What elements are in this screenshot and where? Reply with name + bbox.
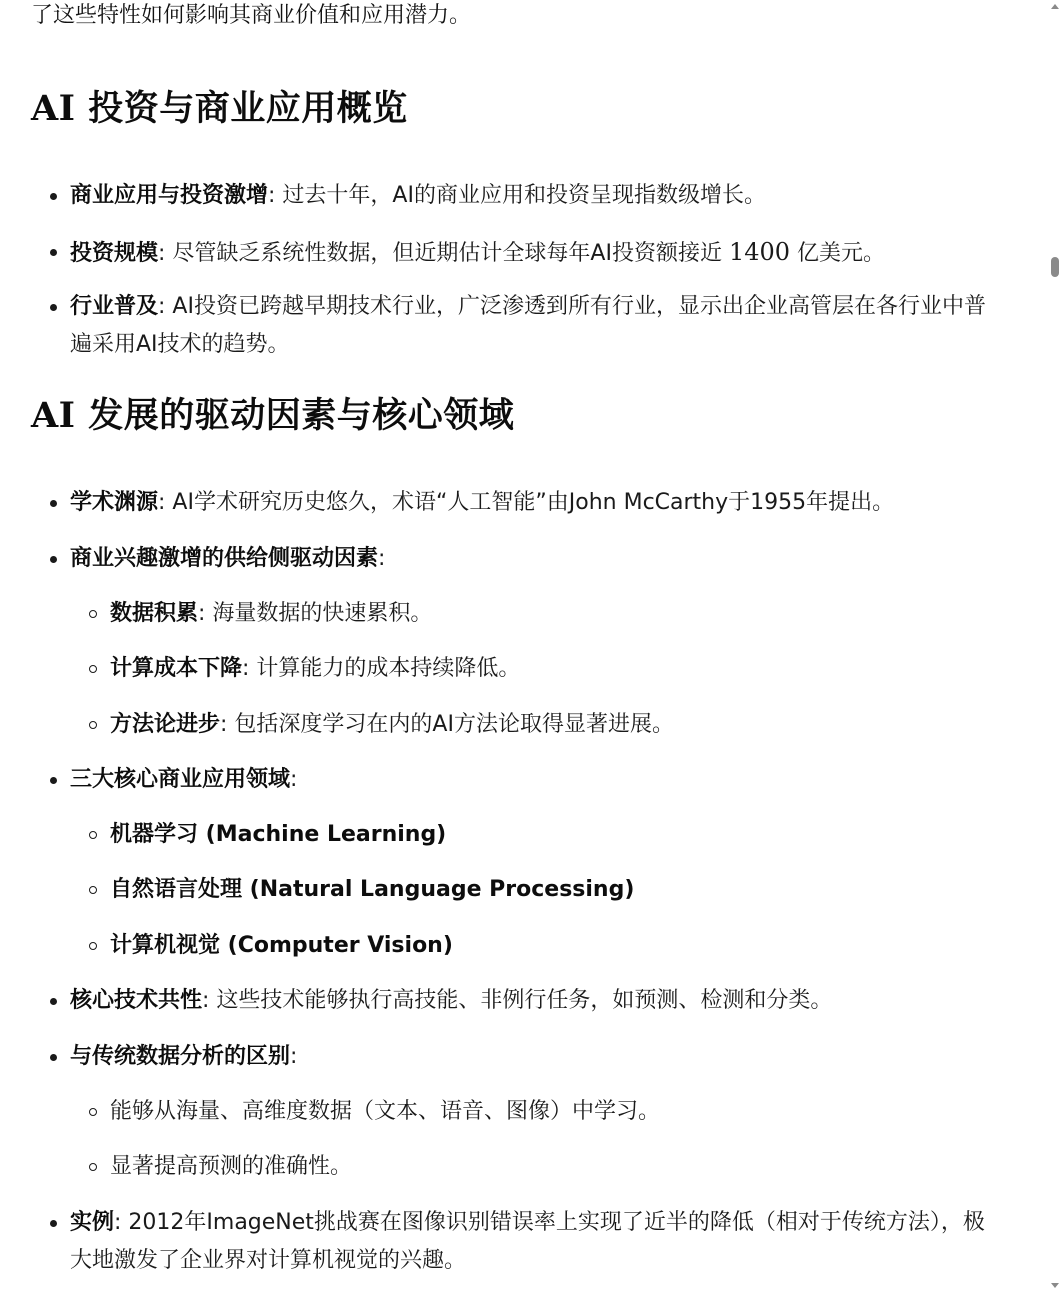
item-text: : 2012年ImageNet挑战赛在图像识别错误率上实现了近半的降低（相对于传统方法），极大地激发了企业界对计算机视觉的兴趣。 bbox=[70, 1210, 985, 1273]
section-heading-ai-drivers: AI 发展的驱动因素与核心领域 bbox=[31, 395, 515, 436]
circle-bullet-icon bbox=[89, 665, 97, 673]
list-item bbox=[70, 1038, 1000, 1076]
item-text: : bbox=[378, 546, 386, 571]
scrollbar-thumb[interactable] bbox=[1051, 257, 1059, 277]
bullet-icon bbox=[50, 500, 57, 507]
item-term: 商业应用与投资激增 bbox=[70, 183, 269, 208]
item-text: : 计算能力的成本持续降低。 bbox=[242, 656, 521, 681]
item-term: 核心技术共性 bbox=[70, 988, 203, 1013]
bullet-icon bbox=[50, 304, 57, 311]
item-text: : 这些技术能够执行高技能、非例行任务，如预测、检测和分类。 bbox=[202, 988, 833, 1013]
circle-bullet-icon bbox=[89, 721, 97, 729]
item-text: 亿美元。 bbox=[790, 241, 886, 266]
item-term: 方法论进步 bbox=[110, 712, 221, 737]
sub-list-item bbox=[110, 1148, 1000, 1186]
bullet-icon bbox=[50, 777, 57, 784]
scroll-up-arrow-icon[interactable] bbox=[1051, 4, 1059, 9]
item-text: 显著提高预测的准确性。 bbox=[110, 1154, 353, 1179]
section-heading-ai-investment: AI 投资与商业应用概览 bbox=[31, 88, 408, 129]
item-text: : bbox=[290, 767, 298, 792]
item-text: : AI学术研究历史悠久，术语“人工智能”由John McCarthy于1955年提出。 bbox=[158, 490, 895, 515]
bullet-icon bbox=[50, 249, 57, 256]
item-term: 三大核心商业应用领域 bbox=[70, 767, 291, 792]
sub-list-item bbox=[110, 706, 1000, 744]
item-text: : 过去十年，AI的商业应用和投资呈现指数级增长。 bbox=[268, 183, 766, 208]
item-term: 计算机视觉 (Computer Vision) bbox=[110, 933, 453, 958]
sub-list-item bbox=[110, 871, 1000, 909]
item-term: 学术渊源 bbox=[70, 490, 159, 515]
list-item bbox=[70, 288, 1000, 364]
list-item bbox=[70, 761, 1000, 799]
list-item bbox=[70, 177, 1000, 215]
vertical-scrollbar[interactable] bbox=[1048, 0, 1062, 1292]
item-text: : 海量数据的快速累积。 bbox=[198, 601, 433, 626]
circle-bullet-icon bbox=[89, 610, 97, 618]
item-term: 机器学习 (Machine Learning) bbox=[110, 822, 447, 847]
item-term: 商业兴趣激增的供给侧驱动因素 bbox=[70, 546, 379, 571]
bullet-icon bbox=[50, 1220, 57, 1227]
circle-bullet-icon bbox=[89, 886, 97, 894]
sub-list-item bbox=[110, 816, 1000, 854]
bullet-icon bbox=[50, 1054, 57, 1061]
circle-bullet-icon bbox=[89, 942, 97, 950]
circle-bullet-icon bbox=[89, 831, 97, 839]
item-term: 行业普及 bbox=[70, 294, 159, 319]
item-term: 计算成本下降 bbox=[110, 656, 243, 681]
item-term: 数据积累 bbox=[110, 601, 199, 626]
list-item bbox=[70, 982, 1000, 1020]
item-text: : bbox=[290, 1044, 298, 1069]
item-text: : 包括深度学习在内的AI方法论取得显著进展。 bbox=[220, 712, 674, 737]
scroll-down-arrow-icon[interactable] bbox=[1051, 1283, 1059, 1288]
item-text: : 尽管缺乏系统性数据，但近期估计全球每年AI投资额接近 bbox=[158, 241, 729, 266]
item-term: 投资规模 bbox=[70, 241, 159, 266]
list-item bbox=[70, 484, 1000, 522]
item-text: 能够从海量、高维度数据（文本、语音、图像）中学习。 bbox=[110, 1099, 661, 1124]
item-text: : AI投资已跨越早期技术行业，广泛渗透到所有行业，显示出企业高管层在各行业中普遍采用AI技术的趋势。 bbox=[70, 294, 986, 357]
bullet-icon bbox=[50, 556, 57, 563]
sub-list-item bbox=[110, 595, 1000, 633]
bullet-icon bbox=[50, 998, 57, 1005]
bullet-icon bbox=[50, 193, 57, 200]
list-item bbox=[70, 233, 1000, 273]
list-item bbox=[70, 540, 1000, 578]
item-term: 实例 bbox=[70, 1210, 115, 1235]
sub-list-item bbox=[110, 1093, 1000, 1131]
sub-list-item bbox=[110, 927, 1000, 965]
item-term: 与传统数据分析的区别 bbox=[70, 1044, 291, 1069]
circle-bullet-icon bbox=[89, 1163, 97, 1171]
lead-paragraph: 了这些特性如何影响其商业价值和应用潜力。 bbox=[31, 3, 472, 28]
list-item bbox=[70, 1204, 1000, 1280]
item-term: 自然语言处理 (Natural Language Processing) bbox=[110, 877, 635, 902]
investment-amount: 1400 bbox=[728, 238, 791, 266]
circle-bullet-icon bbox=[89, 1108, 97, 1116]
sub-list-item bbox=[110, 650, 1000, 688]
